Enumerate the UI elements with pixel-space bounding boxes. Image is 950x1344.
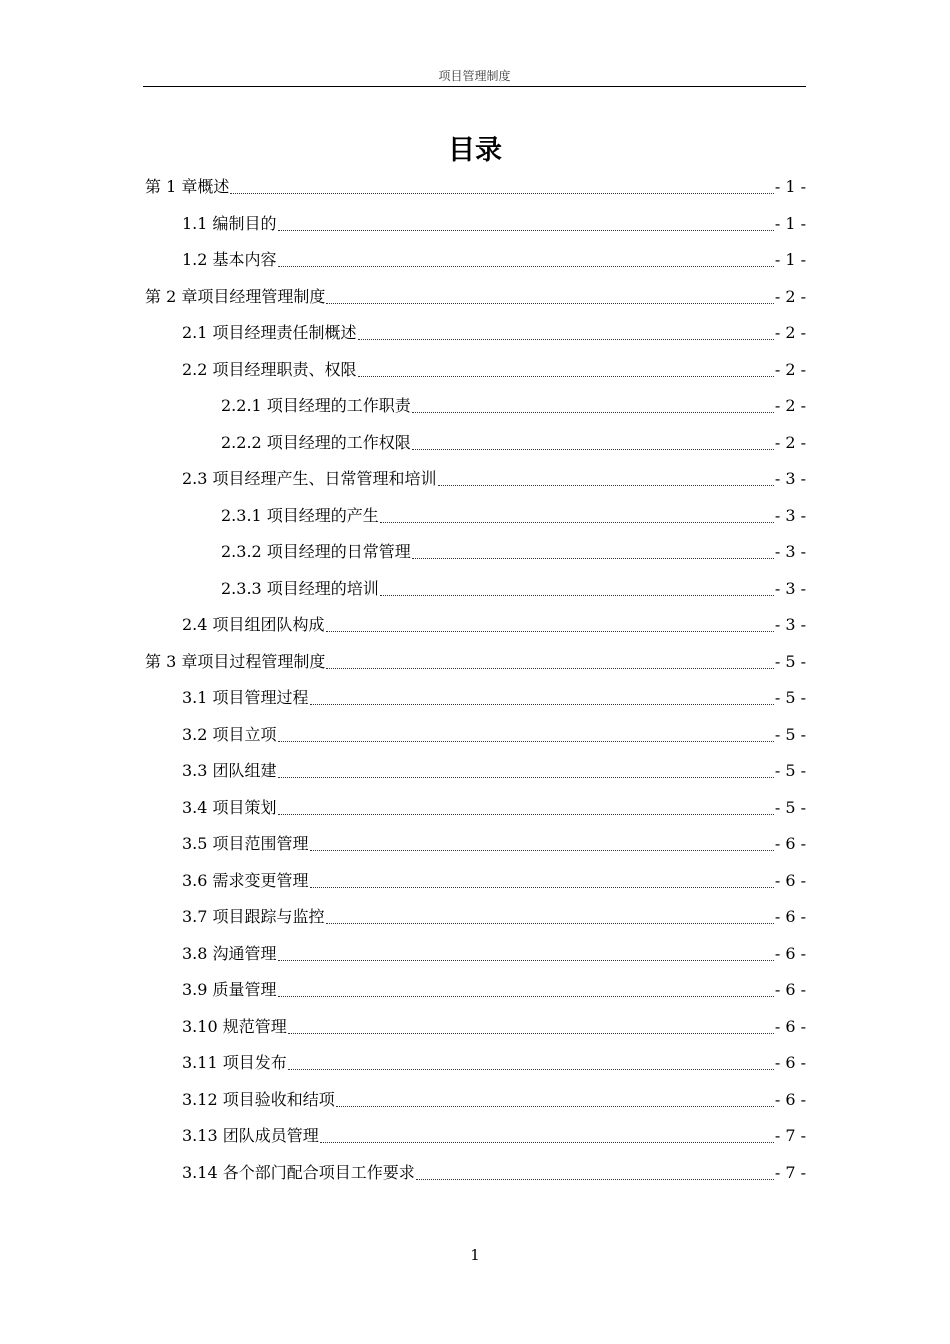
toc-leader-dots [278, 995, 774, 997]
toc-entry-page: - 5 - [774, 688, 806, 707]
toc-entry[interactable] [143, 1155, 806, 1192]
toc-entry-label: 2.1 项目经理责任制概述 [182, 323, 357, 342]
toc-entry-page: - 6 - [774, 980, 806, 999]
toc-leader-dots [288, 1032, 774, 1034]
toc-entry[interactable] [143, 680, 806, 717]
toc-entry-label: 第 3 章项目过程管理制度 [145, 651, 326, 671]
toc-leader-dots [320, 1141, 774, 1143]
toc-entry[interactable] [143, 461, 806, 498]
toc-entry[interactable] [143, 863, 806, 900]
toc-entry-label: 第 2 章项目经理管理制度 [145, 286, 326, 306]
toc-entry[interactable] [143, 206, 806, 243]
toc-leader-dots [412, 557, 774, 559]
toc-entry-label: 1.2 基本内容 [182, 250, 277, 269]
toc-title: 目录 [448, 135, 502, 166]
toc-entry-page: - 5 - [774, 797, 806, 817]
toc-entry-label: 3.11 项目发布 [182, 1053, 287, 1072]
toc-entry-page: - 3 - [774, 578, 806, 598]
toc-entry[interactable] [143, 498, 806, 535]
toc-leader-dots [278, 959, 774, 961]
toc-entry-label: 3.3 团队组建 [182, 761, 277, 780]
toc-entry-label: 3.6 需求变更管理 [182, 870, 309, 890]
toc-leader-dots [278, 776, 774, 778]
toc-entry-label: 2.2.2 项目经理的工作权限 [221, 432, 411, 452]
toc-entry-page: - 1 - [774, 177, 806, 196]
toc-leader-dots [310, 886, 774, 888]
toc-entry-label: 3.7 项目跟踪与监控 [182, 907, 325, 926]
toc-leader-dots [310, 703, 774, 705]
toc-leader-dots [278, 740, 774, 742]
toc-entry-label: 3.10 规范管理 [182, 1016, 287, 1036]
toc-entry-label: 2.2.1 项目经理的工作职责 [221, 396, 411, 415]
toc-entry-page: - 2 - [774, 286, 806, 306]
toc-entry-label: 2.3.1 项目经理的产生 [221, 505, 379, 525]
toc-entry[interactable] [143, 1118, 806, 1155]
toc-entry[interactable] [143, 242, 806, 279]
toc-entry[interactable] [143, 644, 806, 681]
header-title: 项目管理制度 [438, 69, 511, 83]
toc-entry-label: 3.9 质量管理 [182, 980, 277, 999]
toc-entry-page: - 5 - [774, 651, 806, 671]
toc-entry-label: 2.3 项目经理产生、日常管理和培训 [182, 469, 437, 488]
toc-entry-page: - 6 - [774, 907, 806, 926]
toc-entry-page: - 7 - [774, 1162, 806, 1182]
toc-entry-page: - 6 - [774, 1016, 806, 1036]
toc-entry[interactable] [143, 1082, 806, 1119]
toc-entry-label: 2.4 项目组团队构成 [182, 615, 325, 634]
toc-entry[interactable] [143, 1009, 806, 1046]
toc-entry-page: - 6 - [774, 834, 806, 853]
toc-leader-dots [416, 1178, 774, 1180]
toc-entry-label: 第 1 章概述 [145, 177, 230, 196]
toc-entry[interactable] [143, 1045, 806, 1082]
toc-leader-dots [412, 448, 774, 450]
toc-entry-page: - 2 - [774, 432, 806, 452]
toc-leader-dots [358, 338, 774, 340]
toc-entry[interactable] [143, 790, 806, 827]
toc-leader-dots [230, 192, 773, 194]
toc-entry-label: 3.1 项目管理过程 [182, 688, 309, 707]
toc-entry-label: 3.8 沟通管理 [182, 943, 277, 963]
toc-entry-page: - 6 - [774, 1053, 806, 1072]
toc-leader-dots [326, 302, 773, 304]
toc-entry[interactable] [143, 753, 806, 790]
toc-leader-dots [326, 667, 773, 669]
toc-entry-page: - 6 - [774, 1089, 806, 1109]
toc-entry[interactable] [143, 571, 806, 608]
toc-leader-dots [278, 229, 774, 231]
toc-entry-page: - 3 - [774, 615, 806, 634]
toc-entry-label: 3.14 各个部门配合项目工作要求 [182, 1162, 415, 1182]
toc-entry-label: 3.2 项目立项 [182, 724, 277, 744]
toc-entry-label: 2.2 项目经理职责、权限 [182, 359, 357, 379]
toc-entry-label: 3.12 项目验收和结项 [182, 1089, 335, 1109]
toc-entry-page: - 2 - [774, 323, 806, 342]
toc-entry[interactable] [143, 899, 806, 936]
toc-entry-label: 3.13 团队成员管理 [182, 1126, 319, 1145]
toc-leader-dots [380, 594, 774, 596]
toc-leader-dots [412, 411, 774, 413]
toc-entry-label: 1.1 编制目的 [182, 213, 277, 233]
toc-leader-dots [278, 265, 774, 267]
page-number: 1 [470, 1246, 480, 1264]
toc-leader-dots [438, 484, 774, 486]
toc-leader-dots [288, 1068, 774, 1070]
toc-entry-page: - 2 - [774, 396, 806, 415]
toc-entry[interactable] [143, 972, 806, 1009]
toc-entry[interactable] [143, 388, 806, 425]
toc-entry-page: - 5 - [774, 761, 806, 780]
toc-entry-page: - 3 - [774, 469, 806, 488]
toc-leader-dots [358, 375, 774, 377]
toc-entry[interactable] [143, 936, 806, 973]
toc-entry[interactable] [143, 534, 806, 571]
toc-leader-dots [380, 521, 774, 523]
toc-entry-label: 3.5 项目范围管理 [182, 834, 309, 853]
toc-entry[interactable] [143, 169, 806, 206]
toc-entry[interactable] [143, 607, 806, 644]
toc-leader-dots [310, 849, 774, 851]
toc-entry[interactable] [143, 315, 806, 352]
toc-leader-dots [326, 922, 774, 924]
toc-entry[interactable] [143, 425, 806, 462]
toc-entry[interactable] [143, 826, 806, 863]
toc-entry-page: - 5 - [774, 724, 806, 744]
toc-entry[interactable] [143, 352, 806, 389]
toc-entry-label: 2.3.3 项目经理的培训 [221, 578, 379, 598]
toc-entry[interactable] [143, 717, 806, 754]
toc-leader-dots [336, 1105, 774, 1107]
toc-entry-page: - 3 - [774, 542, 806, 561]
toc-entry-label: 3.4 项目策划 [182, 797, 277, 817]
toc-leader-dots [278, 813, 774, 815]
toc-entry-page: - 7 - [774, 1126, 806, 1145]
toc-entry-page: - 3 - [774, 505, 806, 525]
toc-entry-page: - 2 - [774, 359, 806, 379]
toc-leader-dots [326, 630, 774, 632]
toc-entry-label: 2.3.2 项目经理的日常管理 [221, 542, 411, 561]
toc-entry-page: - 1 - [774, 250, 806, 269]
table-of-contents [143, 169, 806, 1191]
toc-entry-page: - 6 - [774, 943, 806, 963]
page-header [143, 66, 806, 87]
toc-entry-page: - 1 - [774, 213, 806, 233]
toc-entry[interactable] [143, 279, 806, 316]
toc-entry-page: - 6 - [774, 870, 806, 890]
